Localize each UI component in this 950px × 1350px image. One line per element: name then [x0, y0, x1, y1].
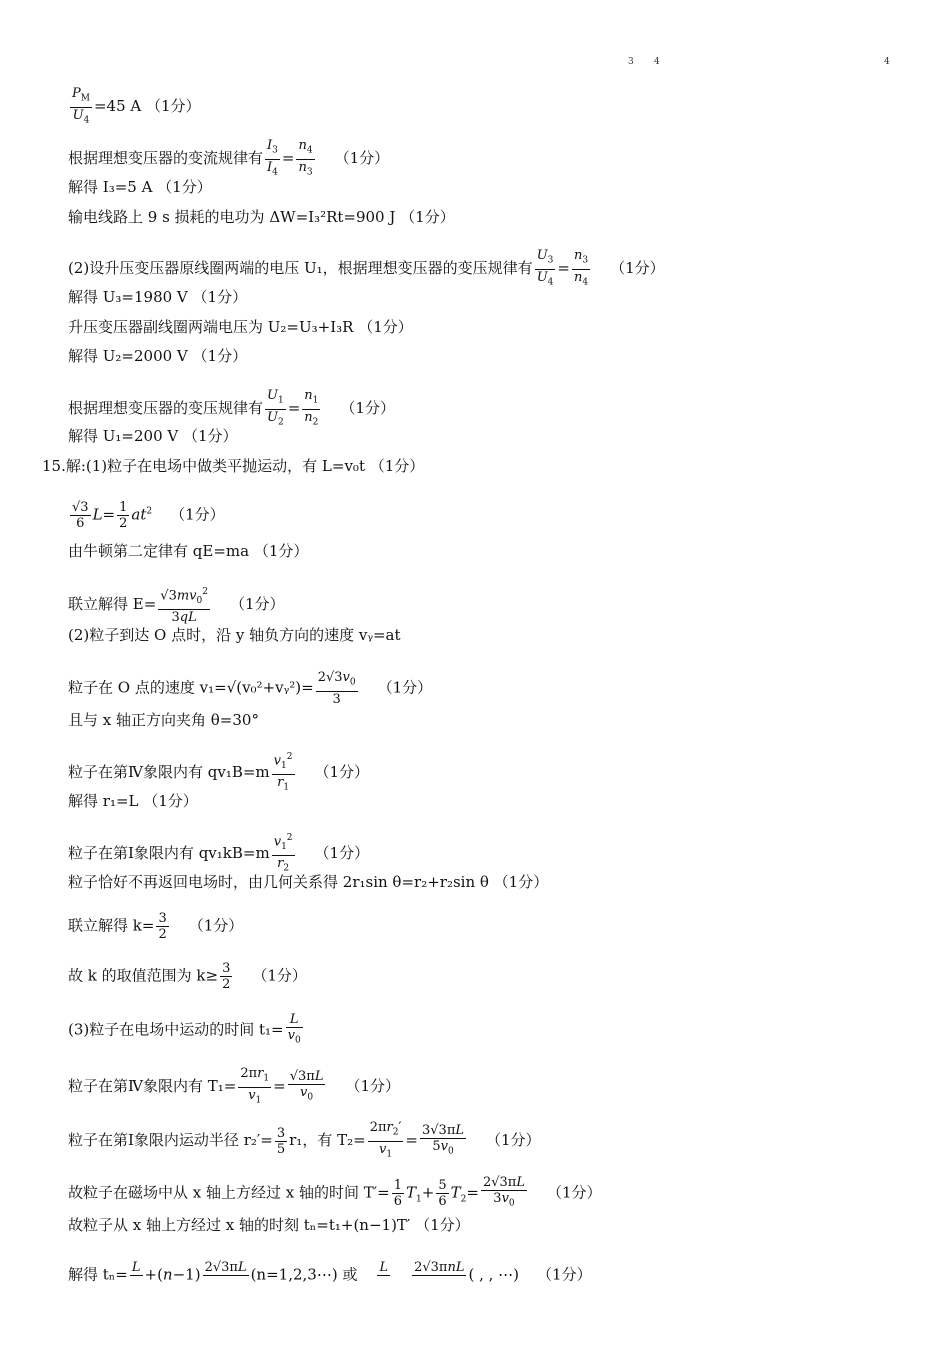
line-11: 15.解:(1)粒子在电场中做类平抛运动，有 L=v₀t （1分）: [42, 457, 425, 475]
header-num-2: 4: [654, 57, 660, 67]
line-7: 升压变压器副线圈两端电压为 U₂=U₃+I₃R （1分）: [68, 318, 413, 336]
line-29: 解得 tₙ= L +(n−1) 2√3πL (n=1,2,3⋯) 或 L 2√3πnL ( , , ⋯) （1分）: [68, 1260, 592, 1284]
line-4: 输电线路上 9 s 损耗的电功为 ΔW=I₃²Rt=900 J （1分）: [68, 208, 455, 226]
header-num-1: 3: [628, 57, 634, 67]
line-3: 解得 I₃=5 A （1分）: [68, 178, 212, 196]
line-19: 解得 r₁=L （1分）: [68, 792, 198, 810]
line-26: 粒子在第Ⅰ象限内运动半径 r₂′= $\frac{3}{5}$ r₁，有 T₂= $\frac{2\pi r_2'}{v_1}$ = $\frac{3√3\pi L}{5v_0}$ （1分）: [68, 1120, 541, 1160]
line-1: $\frac{P_M}{U_4}$ =45 A （1分）: [72, 86, 201, 126]
line-20: 粒子在第Ⅰ象限内有 qv₁kB=m $\frac{v_1^2}{r_2}$ （1分）: [68, 833, 370, 874]
header-num-3: 4: [884, 57, 890, 67]
line-27: 故粒子在磁场中从 x 轴上方经过 x 轴的时间 T′= $\frac{1}{6}$ $T_1+$ $\frac{5}{6}$ $T_2=$ $\frac{2√3\pi L}{3v_0}$ （1分）: [68, 1175, 602, 1209]
line-13: 由牛顿第二定律有 qE=ma （1分）: [68, 542, 309, 560]
line-9: 根据理想变压器的变压规律有 $\frac{U_1}{U_2}$ = $\frac{n_1}{n_2}$ （1分）: [68, 388, 395, 428]
line-22: 联立解得 k= $\frac{3}{2}$ （1分）: [68, 911, 244, 942]
line-28: 故粒子从 x 轴上方经过 x 轴的时刻 tₙ=t₁+(n−1)T′ （1分）: [68, 1216, 470, 1234]
line-10: 解得 U₁=200 V （1分）: [68, 427, 238, 445]
line-6: 解得 U₃=1980 V （1分）: [68, 288, 248, 306]
line-21: 粒子恰好不再返回电场时，由几何关系得 2r₁sin θ=r₂+r₂sin θ （1分）: [68, 873, 549, 891]
line-24: (3)粒子在电场中运动的时间 t₁= $\frac{L}{v_0}$: [68, 1012, 301, 1046]
line-16: 粒子在 O 点的速度 v₁=√(v₀²+vᵧ²)= $\frac{2√3v_0}{3}$ （1分）: [68, 670, 433, 707]
line-15: (2)粒子到达 O 点时，沿 y 轴负方向的速度 vᵧ=at: [68, 626, 401, 644]
line-25: 粒子在第Ⅳ象限内有 T₁= $\frac{2\pi r_1}{v_1}$ = $\frac{√3\pi L}{v_0}$ （1分）: [68, 1066, 400, 1106]
line-23: 故 k 的取值范围为 k≥ $\frac{3}{2}$ （1分）: [68, 961, 307, 992]
line-18: 粒子在第Ⅳ象限内有 qv₁B=m $\frac{v_1^2}{r_1}$ （1分）: [68, 752, 370, 793]
line-5: (2)设升压变压器原线圈两端的电压 U₁，根据理想变压器的变压规律有 $\frac{U_3}{U_4}$ = $\frac{n_3}{n_4}$ （1分）: [68, 248, 665, 288]
line-8: 解得 U₂=2000 V （1分）: [68, 347, 248, 365]
line-17: 且与 x 轴正方向夹角 θ=30°: [68, 711, 259, 729]
line-2: 根据理想变压器的变流规律有 $\frac{I_3}{I_4}$ = $\frac{n_4}{n_3}$ （1分）: [68, 138, 390, 178]
line-12: $\frac{√3}{6}$ L= $\frac{1}{2}$ $at^2$ （1分）: [72, 500, 225, 531]
line-14: 联立解得 E= $\frac{√3mv_0^2}{3qL}$ （1分）: [68, 587, 285, 625]
